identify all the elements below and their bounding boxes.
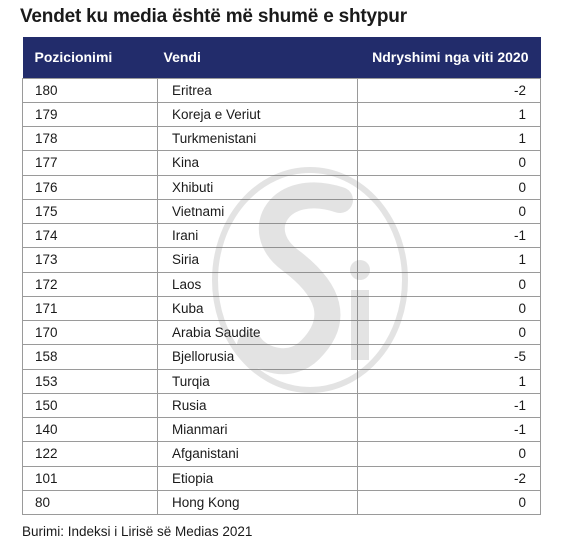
- cell-position: 173: [23, 248, 158, 272]
- cell-position: 178: [23, 127, 158, 151]
- cell-position: 174: [23, 224, 158, 248]
- cell-position: 171: [23, 296, 158, 320]
- table-row: [23, 151, 541, 175]
- cell-country: Koreja e Veriut: [158, 102, 358, 126]
- cell-country: Turqia: [158, 369, 358, 393]
- cell-change: 0: [358, 321, 541, 345]
- cell-country: Turkmenistani: [158, 127, 358, 151]
- table-row: [23, 345, 541, 369]
- cell-position: 179: [23, 102, 158, 126]
- cell-country: Laos: [158, 272, 358, 296]
- cell-country: Eritrea: [158, 78, 358, 102]
- cell-country: Vietnami: [158, 199, 358, 223]
- cell-country: Kuba: [158, 296, 358, 320]
- cell-change: -1: [358, 418, 541, 442]
- source-note: Burimi: Indeksi i Lirisë së Medias 2021: [22, 524, 253, 539]
- cell-country: Arabia Saudite: [158, 321, 358, 345]
- cell-position: 177: [23, 151, 158, 175]
- table-row: [23, 102, 541, 126]
- table-row: [23, 296, 541, 320]
- cell-country: Bjellorusia: [158, 345, 358, 369]
- cell-country: Rusia: [158, 393, 358, 417]
- table-row: [23, 127, 541, 151]
- page-title: Vendet ku media është më shumë e shtypur: [20, 6, 407, 27]
- cell-change: 0: [358, 296, 541, 320]
- cell-country: Afganistani: [158, 442, 358, 466]
- cell-position: 170: [23, 321, 158, 345]
- column-header-position: Pozicionimi: [34, 49, 113, 66]
- ranking-table: [22, 37, 541, 515]
- cell-position: 101: [23, 466, 158, 490]
- cell-change: -5: [358, 345, 541, 369]
- cell-position: 158: [23, 345, 158, 369]
- cell-change: 0: [358, 199, 541, 223]
- cell-change: 0: [358, 175, 541, 199]
- column-header-country: Vendi: [163, 49, 201, 66]
- cell-position: 153: [23, 369, 158, 393]
- table-row: [23, 466, 541, 490]
- column-header-change: Ndryshimi nga viti 2020: [372, 49, 529, 66]
- table-row: [23, 248, 541, 272]
- cell-change: 1: [358, 369, 541, 393]
- table-header-row: [23, 37, 541, 78]
- table-row: [23, 321, 541, 345]
- table-row: [23, 175, 541, 199]
- cell-country: Etiopia: [158, 466, 358, 490]
- cell-country: Hong Kong: [158, 490, 358, 514]
- cell-change: -1: [358, 393, 541, 417]
- cell-position: 122: [23, 442, 158, 466]
- cell-change: -1: [358, 224, 541, 248]
- cell-country: Irani: [158, 224, 358, 248]
- cell-change: 0: [358, 272, 541, 296]
- cell-position: 150: [23, 393, 158, 417]
- cell-country: Xhibuti: [158, 175, 358, 199]
- cell-change: 1: [358, 102, 541, 126]
- table-row: [23, 224, 541, 248]
- cell-change: -2: [358, 78, 541, 102]
- cell-position: 180: [23, 78, 158, 102]
- cell-change: 0: [358, 490, 541, 514]
- cell-change: -2: [358, 466, 541, 490]
- cell-country: Kina: [158, 151, 358, 175]
- table-row: [23, 393, 541, 417]
- cell-position: 80: [23, 490, 158, 514]
- table-row: [23, 272, 541, 296]
- cell-country: Siria: [158, 248, 358, 272]
- cell-change: 1: [358, 127, 541, 151]
- table-row: [23, 369, 541, 393]
- cell-position: 175: [23, 199, 158, 223]
- cell-change: 1: [358, 248, 541, 272]
- table-row: [23, 490, 541, 514]
- cell-country: Mianmari: [158, 418, 358, 442]
- cell-position: 172: [23, 272, 158, 296]
- cell-position: 140: [23, 418, 158, 442]
- table-row: [23, 78, 541, 102]
- cell-change: 0: [358, 442, 541, 466]
- ranking-table-container: [22, 37, 540, 515]
- cell-position: 176: [23, 175, 158, 199]
- table-row: [23, 418, 541, 442]
- table-row: [23, 199, 541, 223]
- table-row: [23, 442, 541, 466]
- cell-change: 0: [358, 151, 541, 175]
